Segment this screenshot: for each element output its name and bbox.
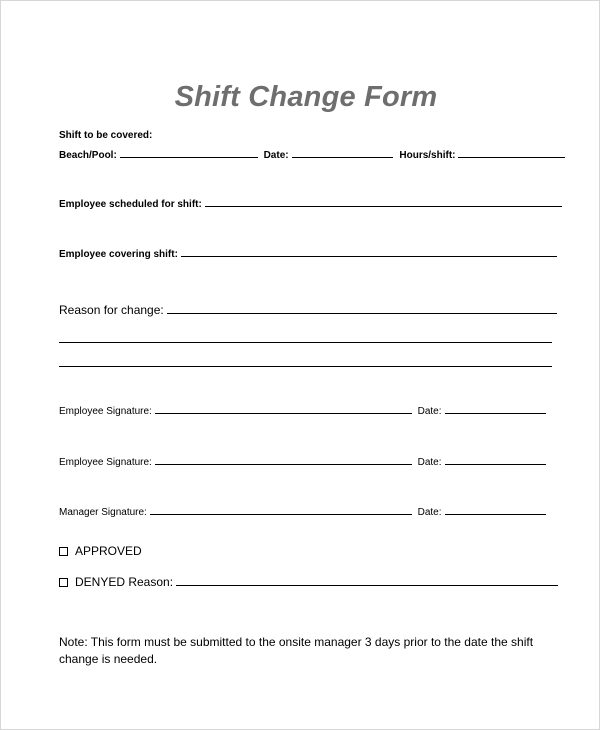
- reason-row: [59, 303, 557, 317]
- employee-covering-field[interactable]: [181, 255, 557, 257]
- manager-signature-date-field[interactable]: [445, 513, 546, 515]
- employee-signature-2-date-label: Date:: [417, 457, 442, 468]
- manager-signature-label: Manager Signature:: [59, 507, 147, 518]
- denied-reason-field[interactable]: [176, 584, 558, 586]
- employee-signature-1-date-field[interactable]: [445, 412, 546, 414]
- submission-note: Note: This form must be submitted to the onsite manager 3 days prior to the date the shift change is needed.: [59, 635, 534, 666]
- approved-row: [59, 544, 142, 558]
- manager-signature-field[interactable]: [150, 513, 412, 515]
- reason-line-3[interactable]: [59, 366, 552, 367]
- hours-shift-field[interactable]: [458, 156, 565, 158]
- employee-signature-2-field[interactable]: [155, 463, 412, 465]
- employee-covering-row: [59, 249, 557, 260]
- reason-field[interactable]: [167, 312, 557, 314]
- denied-checkbox[interactable]: [59, 578, 68, 587]
- employee-signature-1-date-label: Date:: [417, 406, 442, 417]
- employee-scheduled-field[interactable]: [205, 205, 562, 207]
- shift-details-row: [59, 150, 565, 161]
- shift-to-cover-heading: [59, 130, 152, 141]
- manager-signature-row: [59, 507, 546, 518]
- employee-signature-2-label: Employee Signature:: [59, 457, 152, 468]
- denied-label: DENYED Reason:: [75, 575, 174, 589]
- form-title: Shift Change Form: [174, 81, 438, 113]
- approved-label: APPROVED: [75, 544, 142, 558]
- hours-shift-label: Hours/shift:: [399, 150, 456, 161]
- employee-signature-1-field[interactable]: [155, 412, 412, 414]
- beach-pool-label: Beach/Pool:: [59, 150, 117, 161]
- date-field[interactable]: [292, 156, 393, 158]
- reason-label: Reason for change:: [59, 303, 164, 317]
- approved-checkbox[interactable]: [59, 547, 68, 556]
- employee-scheduled-row: [59, 199, 562, 210]
- date-label: Date:: [263, 150, 289, 161]
- manager-signature-date-label: Date:: [417, 507, 442, 518]
- employee-signature-2-date-field[interactable]: [445, 463, 546, 465]
- employee-signature-1-row: [59, 406, 546, 417]
- employee-covering-label: Employee covering shift:: [59, 249, 178, 260]
- employee-signature-1-label: Employee Signature:: [59, 406, 152, 417]
- employee-signature-2-row: [59, 457, 546, 468]
- shift-to-cover-label: Shift to be covered:: [59, 130, 153, 141]
- denied-row: [59, 575, 558, 589]
- employee-scheduled-label: Employee scheduled for shift:: [59, 199, 202, 210]
- beach-pool-field[interactable]: [120, 156, 258, 158]
- reason-line-2[interactable]: [59, 342, 552, 343]
